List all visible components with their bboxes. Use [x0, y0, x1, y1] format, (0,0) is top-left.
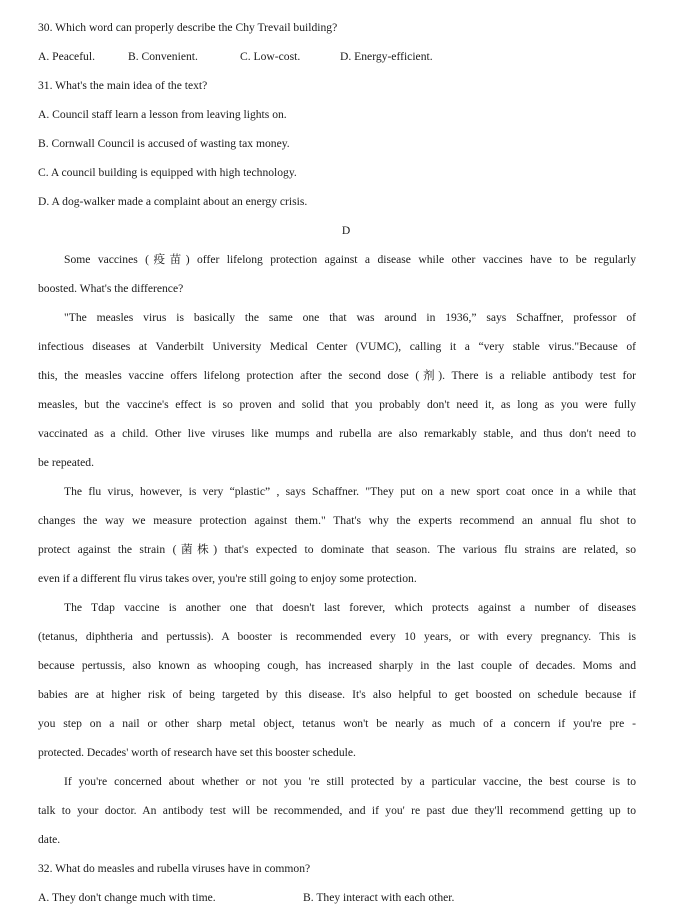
section-label: D	[341, 224, 351, 237]
q31-option-a: A. Council staff learn a lesson from leaving lights on.	[38, 108, 287, 121]
q31-option-b: B. Cornwall Council is accused of wasting tax money.	[38, 137, 290, 150]
passage-line: talk to your doctor. An antibody test will be recommended, and if you' re past due they'll recommend getting up to	[38, 804, 636, 817]
q31-stem: 31. What's the main idea of the text?	[38, 79, 208, 92]
q32-option-a: A. They don't change much with time.	[38, 891, 216, 904]
passage-line: (tetanus, diphtheria and pertussis). A booster is recommended every 10 years, or with every pregnancy. This is	[38, 630, 636, 643]
q30-option-b: B. Convenient.	[128, 50, 198, 63]
passage-line: infectious diseases at Vanderbilt University Medical Center (VUMC), calling it a “very stable virus."Because of	[38, 340, 636, 353]
passage-line: boosted. What's the difference?	[38, 282, 184, 295]
passage-line: "The measles virus is basically the same one that was around in 1936,” says Schaffner, professor of	[64, 311, 636, 324]
passage-line: because pertussis, also known as whooping cough, has increased sharply in the last couple of decades. Moms and	[38, 659, 636, 672]
passage-line: you step on a nail or other sharp metal object, tetanus won't be nearly as much of a concern if you're pre -	[38, 717, 636, 730]
passage-line: protect against the strain (菌株) that's expected to dominate that season. The various flu strains are related, so	[38, 543, 636, 556]
q30-option-d: D. Energy-efficient.	[340, 50, 433, 63]
passage-line: protected. Decades' worth of research have set this booster schedule.	[38, 746, 356, 759]
passage-line: this, the measles vaccine offers lifelong protection after the second dose (剂). There is a reliable antibody test for	[38, 369, 636, 382]
passage-line: changes the way we measure protection against them." That's why the experts recommend an annual flu shot to	[38, 514, 636, 527]
passage-line: The Tdap vaccine is another one that doesn't last forever, which protects against a number of diseases	[64, 601, 636, 614]
q30-option-a: A. Peaceful.	[38, 50, 95, 63]
passage-line: vaccinated as a child. Other live viruses like mumps and rubella are also remarkably stable, and thus don't need to	[38, 427, 636, 440]
passage-line: The flu virus, however, is very “plastic” , says Schaffner. "They put on a new sport coat once in a while that	[64, 485, 636, 498]
passage-line: measles, but the vaccine's effect is so proven and solid that you probably don't need it, as long as you were fully	[38, 398, 636, 411]
passage-line: Some vaccines (疫苗) offer lifelong protection against a disease while other vaccines have to be regularly	[64, 253, 636, 266]
passage-line: If you're concerned about whether or not you 're still protected by a particular vaccine, the best course is to	[64, 775, 636, 788]
q32-stem: 32. What do measles and rubella viruses have in common?	[38, 862, 311, 875]
passage-line: be repeated.	[38, 456, 94, 469]
passage-line: date.	[38, 833, 61, 846]
passage-line: even if a different flu virus takes over, you're still going to enjoy some protection.	[38, 572, 417, 585]
passage-line: babies are at higher risk of being targeted by this disease. It's also helpful to get boosted on schedule because if	[38, 688, 636, 701]
q31-option-c: C. A council building is equipped with high technology.	[38, 166, 297, 179]
q32-option-b: B. They interact with each other.	[303, 891, 455, 904]
q31-option-d: D. A dog-walker made a complaint about an energy crisis.	[38, 195, 308, 208]
q30-stem: 30. Which word can properly describe the Chy Trevail building?	[38, 21, 338, 34]
q30-option-c: C. Low-cost.	[240, 50, 301, 63]
